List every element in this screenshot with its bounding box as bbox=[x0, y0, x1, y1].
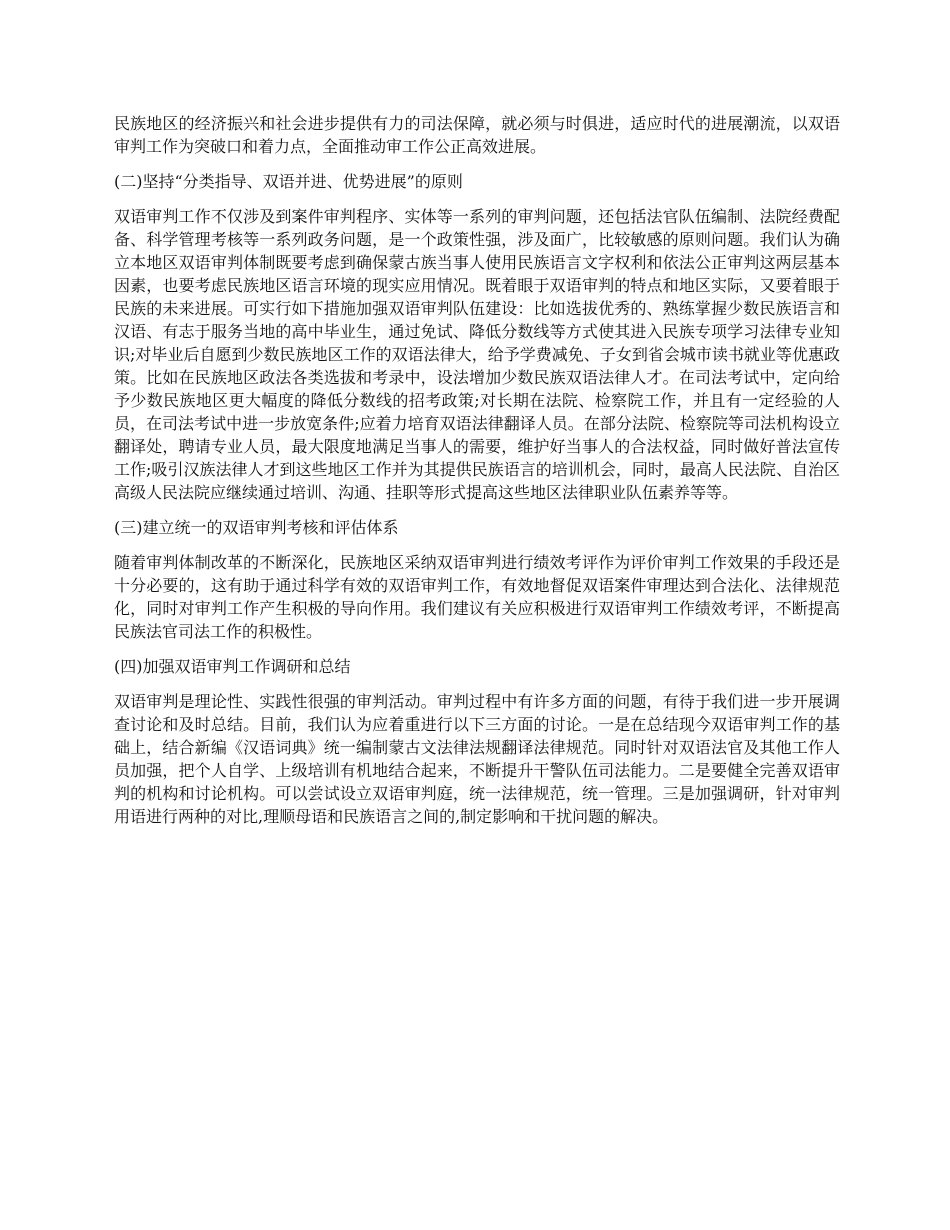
paragraph-section-4: 双语审判是理论性、实践性很强的审判活动。审判过程中有许多方面的问题，有待于我们进一步开展调查讨论和及时总结。目前，我们认为应着重进行以下三方面的讨论。一是在总结现今双语审判工作的基础上，结合新编《汉语词典》统一编制蒙古文法律法规翻译法律规范。同时针对双语法官及其他工作人员加强，把个人自学、上级培训有机地结合起来，不断提升干警队伍司法能力。二是要健全完善双语审判的机构和讨论机构。可以尝试设立双语审判庭，统一法律规范，统一管理。三是加强调研，针对审判用语进行两种的对比,理顺母语和民族语言之间的,制定影响和干扰问题的解决。 bbox=[114, 692, 840, 826]
section-heading-3: (三)建立统一的双语审判考核和评估体系 bbox=[114, 518, 399, 537]
paragraph-section-3: 随着审判体制改革的不断深化，民族地区采纳双语审判进行绩效考评作为评价审判工作效果的手段还是十分必要的，这有助于通过科学有效的双语审判工作，有效地督促双语案件审理达到合法化、法律规范化，同时对审判工作产生积极的导向作用。我们建议有关应积极进行双语审判工作绩效考评，不断提高民族法官司法工作的积极性。 bbox=[114, 553, 840, 641]
document-page bbox=[114, 112, 840, 840]
paragraph-intro: 民族地区的经济振兴和社会进步提供有力的司法保障，就必须与时俱进，适应时代的进展潮流，以双语审判工作为突破口和着力点，全面推动审工作公正高效进展。 bbox=[114, 114, 840, 156]
section-heading-2: (二)坚持“分类指导、双语并进、优势进展”的原则 bbox=[114, 172, 463, 191]
section-heading-4: (四)加强双语审判工作调研和总结 bbox=[114, 657, 351, 676]
paragraph-section-2: 双语审判工作不仅涉及到案件审判程序、实体等一系列的审判问题，还包括法官队伍编制、法院经费配备、科学管理考核等一系列政务问题，是一个政策性强，涉及面广，比较敏感的原则问题。我们认为确立本地区双语审判体制既要考虑到确保蒙古族当事人使用民族语言文字权利和依法公正审判这两层基本因素，也要考虑民族地区语言环境的现实应用情况。既着眼于双语审判的特点和地区实际，又要着眼于民族的未来进展。可实行如下措施加强双语审判队伍建设：比如选拔优秀的、熟练掌握少数民族语言和汉语、有志于服务当地的高中毕业生，通过免试、降低分数线等方式使其进入民族专项学习法律专业知识;对毕业后自愿到少数民族地区工作的双语法律大，给予学费减免、子女到省会城市读书就业等优惠政策。比如在民族地区政法各类选拔和考录中，设法增加少数民族双语法律人才。在司法考试中，定向给予少数民族地区更大幅度的降低分数线的招考政策;对长期在法院、检察院工作，并且有一定经验的人员，在司法考试中进一步放宽条件;应着力培育双语法律翻译人员。在部分法院、检察院等司法机构设立翻译处，聘请专业人员，最大限度地满足当事人的需要，维护好当事人的合法权益，同时做好普法宣传工作;吸引汉族法律人才到这些地区工作并为其提供民族语言的培训机会，同时，最高人民法院、自治区高级人民法院应继续通过培训、沟通、挂职等形式提高这些地区法律职业队伍素养等等。 bbox=[114, 207, 840, 502]
